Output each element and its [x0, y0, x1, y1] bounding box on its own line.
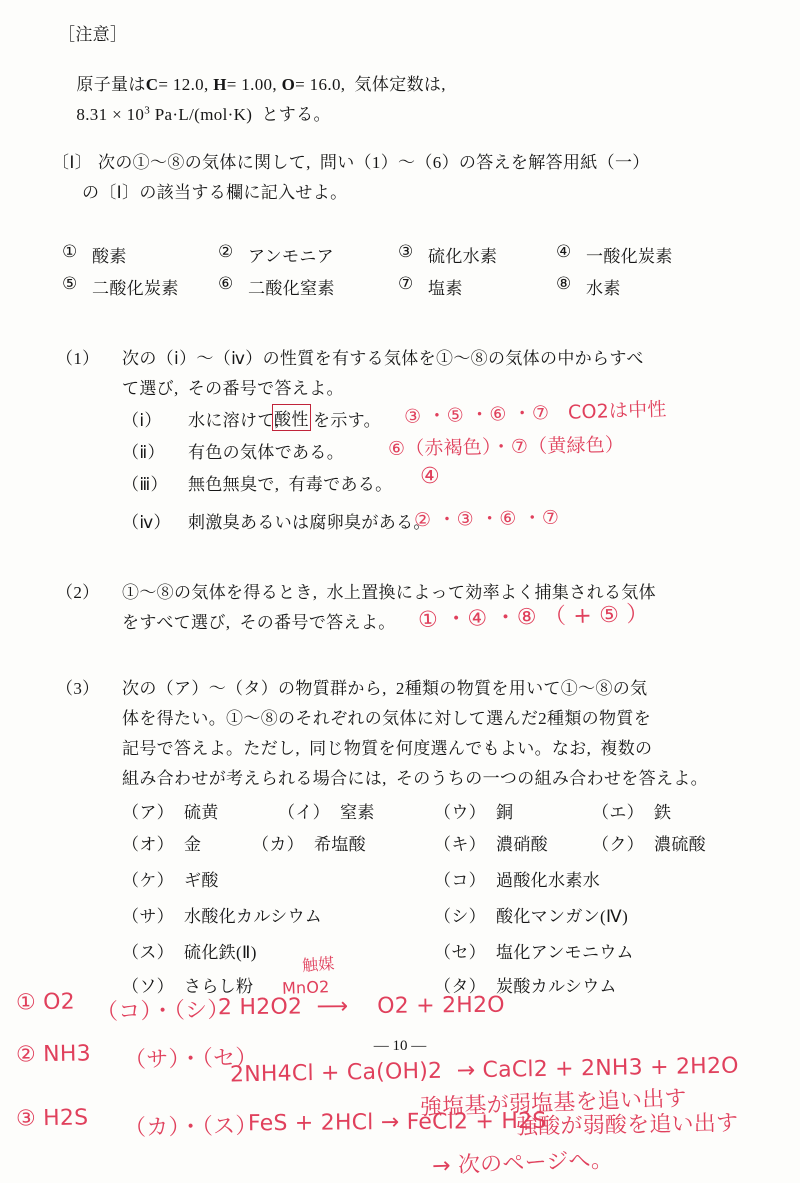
handwritten-eq1-choice: （コ）・（シ）: [95, 997, 230, 1026]
value-C: = 12.0,: [158, 75, 209, 94]
substance-ta-name: 炭酸カルシウム: [496, 977, 617, 996]
gas-item-2-name: アンモニア: [248, 247, 335, 266]
question-1-item-i-pre: 水に溶けて,: [188, 411, 280, 430]
substance-se-name: 塩化アンモニウム: [496, 943, 634, 962]
handwritten-eq2-note: 強塩基が弱塩基を追い出す: [419, 1086, 688, 1121]
handwritten-note-co2: CO2は中性: [567, 398, 667, 424]
notice-atomic-mass-label: 原子量は: [76, 75, 146, 94]
handwritten-catalyst-formula: MnO2: [281, 977, 330, 998]
substance-ka-name: 希塩酸: [314, 835, 367, 854]
handwritten-next-page-note: → 次のページへ。: [431, 1147, 614, 1180]
substance-shi-mark: （シ）: [434, 907, 487, 926]
section-intro-line-2: の〔Ⅰ〕の該当する欄に記入せよ。: [82, 183, 348, 202]
handwritten-eq3-note: 強酸が弱酸を追い出す: [515, 1111, 739, 1140]
handwritten-eq3-equation: FeS + 2HCl → FeCl2 + H2S: [247, 1108, 547, 1137]
element-H: H: [213, 75, 227, 94]
value-H: = 1.00,: [226, 75, 277, 94]
handwritten-catalyst-label: 触媒: [301, 953, 336, 976]
notice-heading: ［注意］: [58, 25, 128, 44]
gas-constant-exponent: 3: [144, 104, 151, 117]
element-C: C: [145, 75, 159, 94]
gas-item-1-name: 酸素: [92, 247, 127, 266]
gas-item-4-num: ④: [556, 242, 572, 261]
substance-su-name: 硫化鉄(Ⅱ): [184, 943, 257, 962]
substance-ke-mark: （ケ）: [122, 871, 175, 890]
question-1-label: （1）: [56, 349, 100, 368]
question-1-item-ii-mark: （ⅱ）: [122, 443, 165, 462]
substance-so-mark: （ソ）: [122, 977, 175, 996]
substance-o-name: 金: [184, 835, 202, 854]
question-2-line-2: をすべて選び, その番号で答えよ。: [122, 613, 396, 632]
question-1-item-iii-mark: （ⅲ）: [122, 475, 168, 494]
question-1-item-iii-text: 無色無臭で, 有毒である。: [188, 475, 393, 494]
substance-ko-mark: （コ）: [434, 871, 487, 890]
substance-shi-name: 酸化マンガン(Ⅳ): [496, 907, 629, 926]
gas-item-2-num: ②: [218, 242, 234, 261]
question-3-line-4: 組み合わせが考えられる場合には, そのうちの一つの組み合わせを答えよ。: [122, 769, 708, 788]
question-1-line-2: て選び, その番号で答えよ。: [122, 379, 344, 398]
substance-su-mark: （ス）: [122, 943, 175, 962]
substance-ku-name: 濃硫酸: [654, 835, 707, 854]
substance-i-name: 窒素: [340, 803, 375, 822]
substance-sa-name: 水酸化カルシウム: [184, 907, 323, 926]
question-1-item-ii-text: 有色の気体である。: [188, 443, 345, 462]
gas-item-6-num: ⑥: [218, 274, 234, 293]
substance-u-mark: （ウ）: [434, 803, 487, 822]
value-O: = 16.0, 気体定数は,: [295, 75, 446, 94]
gas-item-6-name: 二酸化窒素: [248, 279, 335, 298]
gas-item-8-num: ⑧: [556, 274, 572, 293]
gas-item-3-name: 硫化水素: [428, 247, 498, 266]
handwritten-answer-i: ③ ・⑤ ・⑥ ・⑦: [403, 402, 550, 428]
notice-line-2: [58, 80, 331, 145]
gas-item-8-name: 水素: [586, 279, 621, 298]
substance-e-mark: （エ）: [592, 803, 645, 822]
question-1-line-1: 次の（ⅰ）～（ⅳ）の性質を有する気体を①～⑧の気体の中からすべ: [122, 349, 644, 368]
question-1-item-i-post: を示す。: [313, 411, 381, 430]
substance-o-mark: （オ）: [122, 835, 175, 854]
substance-i-mark: （イ）: [278, 803, 331, 822]
substance-ke-name: ギ酸: [184, 871, 219, 890]
handwritten-answer-q2: ① ・④ ・⑧ （ + ⑤ ）: [417, 601, 649, 634]
gas-item-3-num: ③: [398, 242, 414, 261]
substance-ku-mark: （ク）: [592, 835, 645, 854]
handwritten-eq2-equation: 2NH4Cl + Ca(OH)2 → CaCl2 + 2NH3 + 2H2O: [229, 1053, 739, 1088]
substance-se-mark: （セ）: [434, 943, 487, 962]
question-2-label: （2）: [56, 583, 100, 602]
question-2-line-1: ①～⑧の気体を得るとき, 水上置換によって効率よく捕集される気体: [122, 583, 656, 602]
question-1-item-i-boxed-term: 酸性: [272, 404, 311, 431]
handwritten-answer-ii: ⑥（赤褐色）・⑦（黄緑色）: [387, 433, 625, 461]
question-1-item-i-mark: （ⅰ）: [122, 411, 162, 430]
gas-item-5-num: ⑤: [62, 274, 78, 293]
substance-ka-mark: （カ）: [252, 835, 305, 854]
handwritten-eq2-choice: （サ）・（セ）: [123, 1045, 258, 1074]
question-3-label: （3）: [56, 679, 100, 698]
question-1-item-iv-mark: （ⅳ）: [122, 513, 171, 532]
substance-ta-mark: （タ）: [434, 977, 487, 996]
gas-item-5-name: 二酸化炭素: [92, 279, 179, 298]
handwritten-eq3-tag: ③ H2S: [15, 1105, 89, 1132]
question-3-line-2: 体を得たい。①～⑧のそれぞれの気体に対して選んだ2種類の物質を: [122, 709, 652, 728]
substance-a-name: 硫黄: [184, 803, 219, 822]
substance-sa-mark: （サ）: [122, 907, 175, 926]
gas-constant-value: 8.31 × 10: [76, 105, 145, 124]
page-number: — 10 —: [373, 1038, 427, 1054]
question-3-line-1: 次の（ア）～（タ）の物質群から, 2種類の物質を用いて①～⑧の気: [122, 679, 648, 698]
gas-item-4-name: 一酸化炭素: [586, 247, 673, 266]
substance-a-mark: （ア）: [122, 803, 175, 822]
gas-item-7-num: ⑦: [398, 274, 414, 293]
question-3-line-3: 記号で答えよ。ただし, 同じ物質を何度選んでもよい。なお, 複数の: [122, 739, 653, 758]
handwritten-eq1-equation: 2 H2O2 ⟶ O2 + 2H2O: [217, 992, 505, 1021]
substance-ko-name: 過酸化水素水: [496, 871, 601, 890]
question-1-item-iv-text: 刺激臭あるいは腐卵臭がある。: [188, 513, 431, 532]
substance-e-name: 鉄: [654, 803, 672, 822]
handwritten-answer-iii: ④: [420, 464, 440, 489]
section-label: 〔Ⅰ〕: [52, 153, 93, 172]
handwritten-eq3-choice: （カ）・（ス）: [123, 1113, 258, 1142]
substance-u-name: 銅: [496, 803, 514, 822]
gas-constant-unit: Pa·L/(mol·K) とする。: [154, 105, 331, 124]
handwritten-answer-iv: ② ・③ ・⑥ ・⑦: [413, 506, 560, 532]
gas-item-7-name: 塩素: [428, 279, 463, 298]
element-O: O: [281, 75, 296, 94]
substance-ki-mark: （キ）: [434, 835, 487, 854]
substance-ki-name: 濃硝酸: [496, 835, 549, 854]
section-intro-line-1: 次の①～⑧の気体に関して, 問い（1）～（6）の答えを解答用紙（一）: [98, 153, 650, 172]
handwritten-eq2-tag: ② NH3: [15, 1041, 92, 1068]
handwritten-eq1-tag: ① O2: [15, 989, 76, 1016]
gas-item-1-num: ①: [62, 242, 78, 261]
substance-so-name: さらし粉: [184, 977, 254, 996]
